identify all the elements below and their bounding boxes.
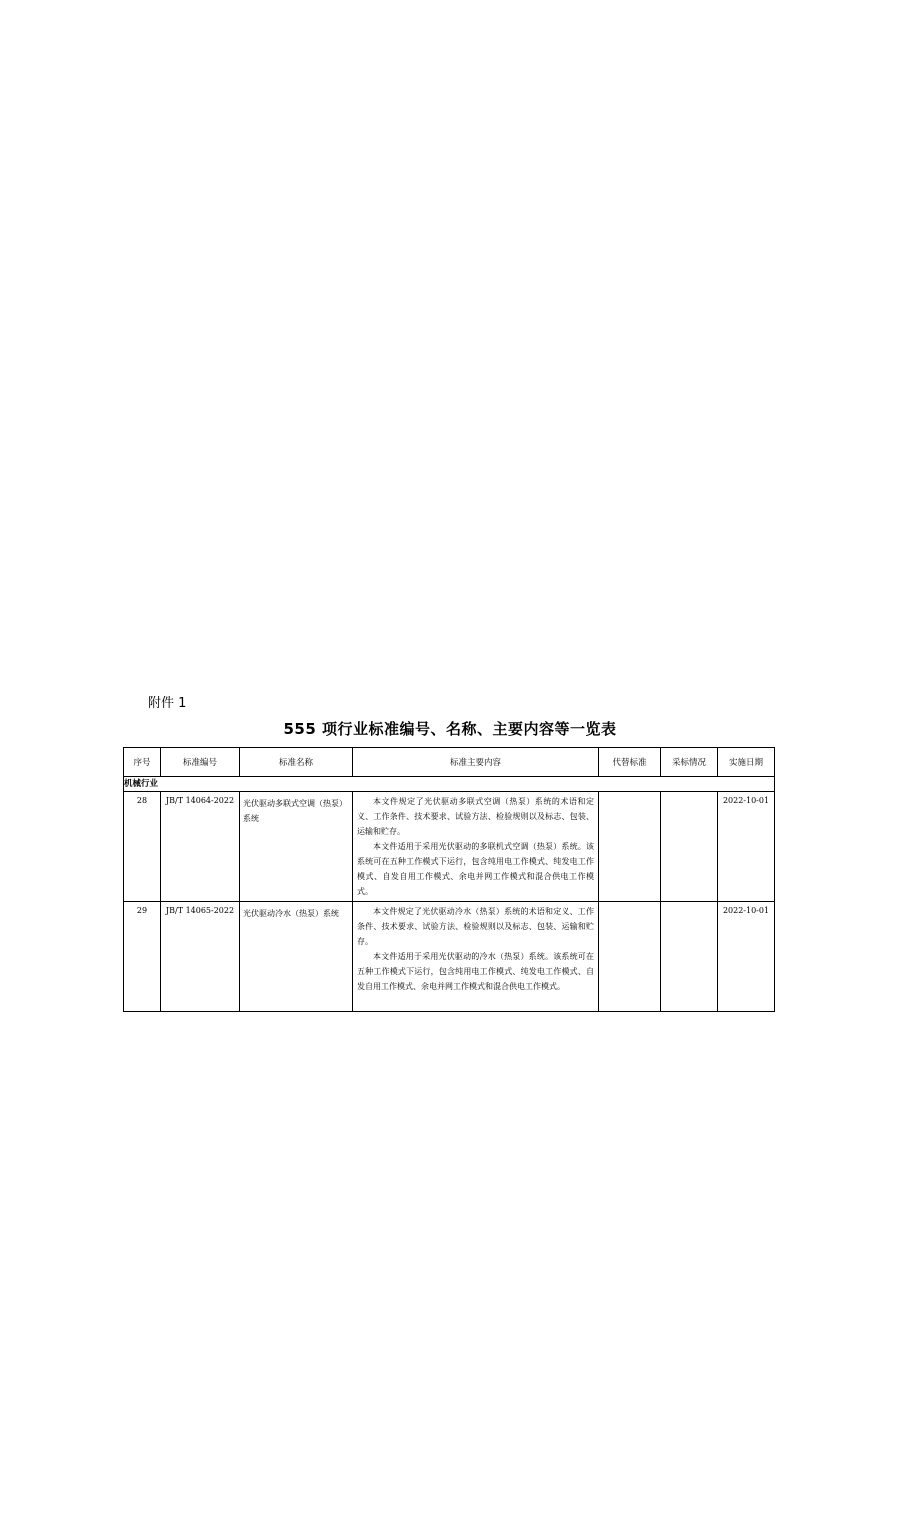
section-row bbox=[124, 777, 775, 792]
row-date: 2022-10-01 bbox=[718, 902, 775, 1012]
row-code: JB/T 14064-2022 bbox=[161, 792, 240, 902]
section-label: 机械行业 bbox=[124, 777, 775, 792]
row-content bbox=[353, 902, 599, 1012]
document-title: 555 项行业标准编号、名称、主要内容等一览表 bbox=[283, 720, 617, 738]
header-replaced: 代替标准 bbox=[599, 748, 661, 777]
row-replaced bbox=[599, 902, 661, 1012]
row-date: 2022-10-01 bbox=[718, 792, 775, 902]
table-row bbox=[124, 902, 775, 1012]
header-code: 标准编号 bbox=[161, 748, 240, 777]
row-code: JB/T 14065-2022 bbox=[161, 902, 240, 1012]
row-no: 28 bbox=[124, 792, 161, 902]
content-paragraph: 本文件适用于采用光伏驱动的冷水（热泵）系统。该系统可在五种工作模式下运行，包含纯用电工作模式、纯发电工作模式、自发自用工作模式、余电并网工作模式和混合供电工作模式。 bbox=[357, 952, 594, 991]
attachment-label: 附件 1 bbox=[148, 696, 187, 711]
row-name: 光伏驱动冷水（热泵）系统 bbox=[240, 902, 353, 1012]
header-date: 实施日期 bbox=[718, 748, 775, 777]
content-paragraph: 本文件规定了光伏驱动多联式空调（热泵）系统的术语和定义、工作条件、技术要求、试验方法、检验规则以及标志、包装、运输和贮存。 bbox=[357, 797, 594, 836]
content-paragraph: 本文件适用于采用光伏驱动的多联机式空调（热泵）系统。该系统可在五种工作模式下运行，包含纯用电工作模式、纯发电工作模式、自发自用工作模式、余电并网工作模式和混合供电工作模式。 bbox=[357, 842, 594, 896]
header-adoption: 采标情况 bbox=[661, 748, 718, 777]
row-content bbox=[353, 792, 599, 902]
row-adoption bbox=[661, 902, 718, 1012]
header-content: 标准主要内容 bbox=[353, 748, 599, 777]
row-no: 29 bbox=[124, 902, 161, 1012]
table-row bbox=[124, 792, 775, 902]
row-adoption bbox=[661, 792, 718, 902]
row-name: 光伏驱动多联式空调（热泵）系统 bbox=[240, 792, 353, 902]
header-name: 标准名称 bbox=[240, 748, 353, 777]
content-paragraph: 本文件规定了光伏驱动冷水（热泵）系统的术语和定义、工作条件、技术要求、试验方法、检验规则以及标志、包装、运输和贮存。 bbox=[357, 907, 594, 946]
header-no: 序号 bbox=[124, 748, 161, 777]
row-replaced bbox=[599, 792, 661, 902]
standards-table bbox=[123, 747, 775, 1012]
table-header-row bbox=[124, 748, 775, 777]
